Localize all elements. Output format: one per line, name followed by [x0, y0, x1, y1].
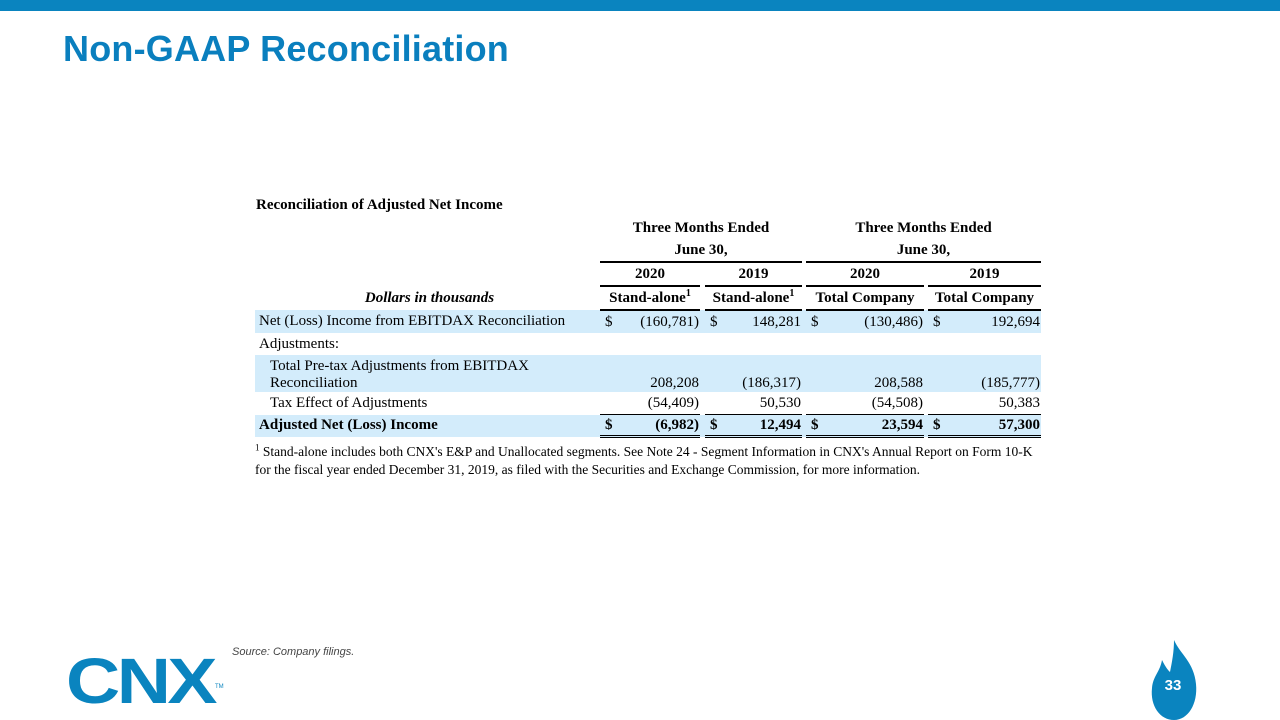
slide-title: Non-GAAP Reconciliation [63, 28, 509, 69]
cell-value: (54,508) [871, 394, 924, 411]
cell-value: (185,777) [950, 355, 1041, 392]
units-label: Dollars in thousands [364, 289, 495, 306]
header-row-period [255, 217, 1041, 239]
dollar-sign: $ [705, 310, 727, 333]
reconciliation-block [255, 195, 1041, 479]
year-header: 2019 [705, 262, 802, 286]
cell-value: (160,781) [622, 310, 700, 333]
cell-value: (130,486) [828, 310, 924, 333]
year-header: 2019 [928, 262, 1041, 286]
dollar-sign: $ [806, 310, 828, 333]
table-title: Reconciliation of Adjusted Net Income [256, 197, 503, 213]
column-label: Total Company [806, 286, 924, 310]
cell-value: 50,383 [998, 394, 1041, 411]
dollar-sign: $ [806, 415, 828, 437]
dollar-sign: $ [600, 310, 622, 333]
row-label: Adjustments: [259, 335, 340, 352]
cell-value: (6,982) [622, 415, 700, 437]
row-label: Net (Loss) Income from EBITDAX Reconciliation [255, 310, 600, 333]
cell-value: 12,494 [727, 415, 802, 437]
year-header: 2020 [600, 262, 700, 286]
row-label: Total Pre-tax Adjustments from EBITDAX Reconciliation [255, 355, 600, 392]
footnote-marker: 1 [255, 442, 260, 453]
table-row [255, 355, 1041, 392]
period-header-2: Three Months Ended [855, 219, 992, 236]
table-row [255, 310, 1041, 333]
logo-trademark: TM [215, 684, 224, 690]
column-label: Total Company [928, 286, 1041, 310]
dollar-sign: $ [705, 415, 727, 437]
cell-value: 57,300 [950, 415, 1041, 437]
footnote-marker: 1 [789, 287, 795, 299]
cell-value: 50,530 [759, 394, 802, 411]
column-label: Stand-alone$^1$ [705, 286, 802, 310]
dollar-sign: $ [928, 310, 950, 333]
period-header-1: Three Months Ended [632, 219, 770, 236]
dollar-sign: $ [928, 415, 950, 437]
total-row [255, 415, 1041, 437]
page-number: 33 [1164, 677, 1182, 694]
header-row-date [255, 239, 1041, 262]
year-header: 2020 [806, 262, 924, 286]
header-row-columns [255, 286, 1041, 310]
logo-wordmark: CNX [66, 648, 218, 706]
cell-value: (186,317) [727, 355, 802, 392]
cell-value: 208,588 [828, 355, 924, 392]
cell-value: 148,281 [727, 310, 802, 333]
table-row [255, 392, 1041, 415]
row-label: Tax Effect of Adjustments [270, 394, 428, 411]
header-row-years [255, 262, 1041, 286]
dollar-sign: $ [600, 415, 622, 437]
column-label: Stand-alone$^1$ [600, 286, 700, 310]
row-label: Adjusted Net (Loss) Income [255, 415, 600, 437]
source-note: Source: Company filings. [232, 646, 355, 658]
table-footnote: $^1$ Stand-alone includes both CNX's E&P and Unallocated segments. See Note 24 - Segment Information in CNX's Annual Report on Form 10-K for the fiscal year ended December 31, 2019, as filed with the Securities and Exchange Commission, for more information. [255, 442, 1033, 477]
reconciliation-table [255, 217, 1041, 438]
cell-value: 192,694 [950, 310, 1041, 333]
date-header-1: June 30, [600, 239, 802, 262]
cnx-logo [66, 648, 231, 706]
table-row [255, 333, 1041, 355]
cell-value: (54,409) [647, 394, 699, 411]
top-accent-bar [0, 0, 1280, 11]
cell-value: 23,594 [828, 415, 924, 437]
footnote-marker: 1 [685, 287, 691, 299]
date-header-2: June 30, [806, 239, 1041, 262]
cell-value: 208,208 [622, 355, 700, 392]
